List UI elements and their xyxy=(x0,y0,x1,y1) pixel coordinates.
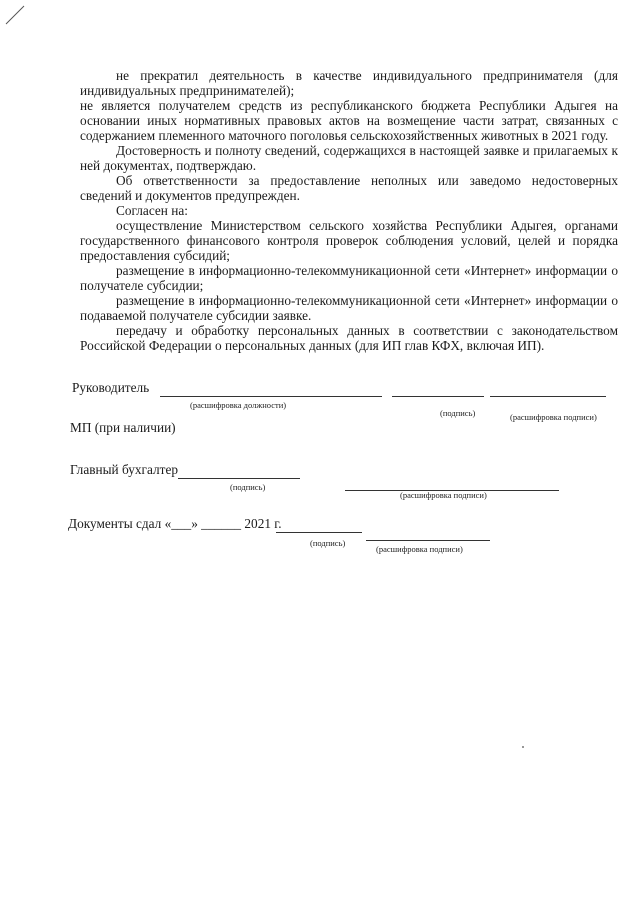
paragraph-consent-publication-recipient: размещение в информационно-телекоммуникационной сети «Интернет» информации о получателе субсидии; xyxy=(80,263,618,293)
scan-speck xyxy=(522,746,524,748)
paragraph-consent-inspections: осуществление Министерством сельского хозяйства Республики Адыгея, органами государственного финансового контроля проверок соблюдения условий, целей и порядка предоставления субсидий; xyxy=(80,218,618,263)
head-position-line xyxy=(160,396,382,397)
paragraph-consent-personal-data: передачу и обработку персональных данных в соответствии с законодательством Российской Федерации о персональных данных (для ИП глав КФХ, включая ИП). xyxy=(80,323,618,353)
stamp-label: МП (при наличии) xyxy=(70,420,176,435)
paragraph-budget-funds: не является получателем средств из республиканского бюджета Республики Адыгея на основании иных нормативных правовых актов на возмещение части затрат, связанных с содержанием племенного маточного поголовья сельскохозяйственных животных в 2021 году. xyxy=(80,98,618,143)
paragraph-responsibility: Об ответственности за предоставление неполных или заведомо недостоверных сведений и документов предупрежден. xyxy=(80,173,618,203)
accountant-decode-caption: (расшифровка подписи) xyxy=(400,490,487,500)
paragraph-consent-heading: Согласен на: xyxy=(116,203,188,218)
accountant-sign-caption: (подпись) xyxy=(230,482,266,492)
head-decode-line xyxy=(490,396,606,397)
head-sign-line xyxy=(392,396,484,397)
submitted-label: Документы сдал «___» ______ 2021 г. xyxy=(68,516,282,531)
submitted-sign-caption: (подпись) xyxy=(310,538,346,548)
submitted-decode-caption: (расшифровка подписи) xyxy=(376,544,463,554)
consent-body xyxy=(80,68,618,353)
submitted-sign-line xyxy=(276,532,362,533)
paragraph-entrepreneur-status: не прекратил деятельность в качестве индивидуального предпринимателя (для индивидуальных предпринимателей); xyxy=(80,68,618,98)
accountant-label: Главный бухгалтер xyxy=(70,462,179,477)
scan-mark-icon xyxy=(4,4,26,26)
head-label: Руководитель xyxy=(72,380,150,395)
accountant-sign-line xyxy=(178,478,300,479)
head-sign-caption: (подпись) xyxy=(440,408,476,418)
head-decode-caption: (расшифровка подписи) xyxy=(510,412,597,422)
submitted-decode-line xyxy=(366,540,490,541)
paragraph-accuracy: Достоверность и полноту сведений, содержащихся в настоящей заявке и прилагаемых к ней документах, подтверждаю. xyxy=(80,143,618,173)
head-position-caption: (расшифровка должности) xyxy=(190,400,287,410)
paragraph-consent-publication-application: размещение в информационно-телекоммуникационной сети «Интернет» информации о подаваемой получателе субсидии заявке. xyxy=(80,293,618,323)
